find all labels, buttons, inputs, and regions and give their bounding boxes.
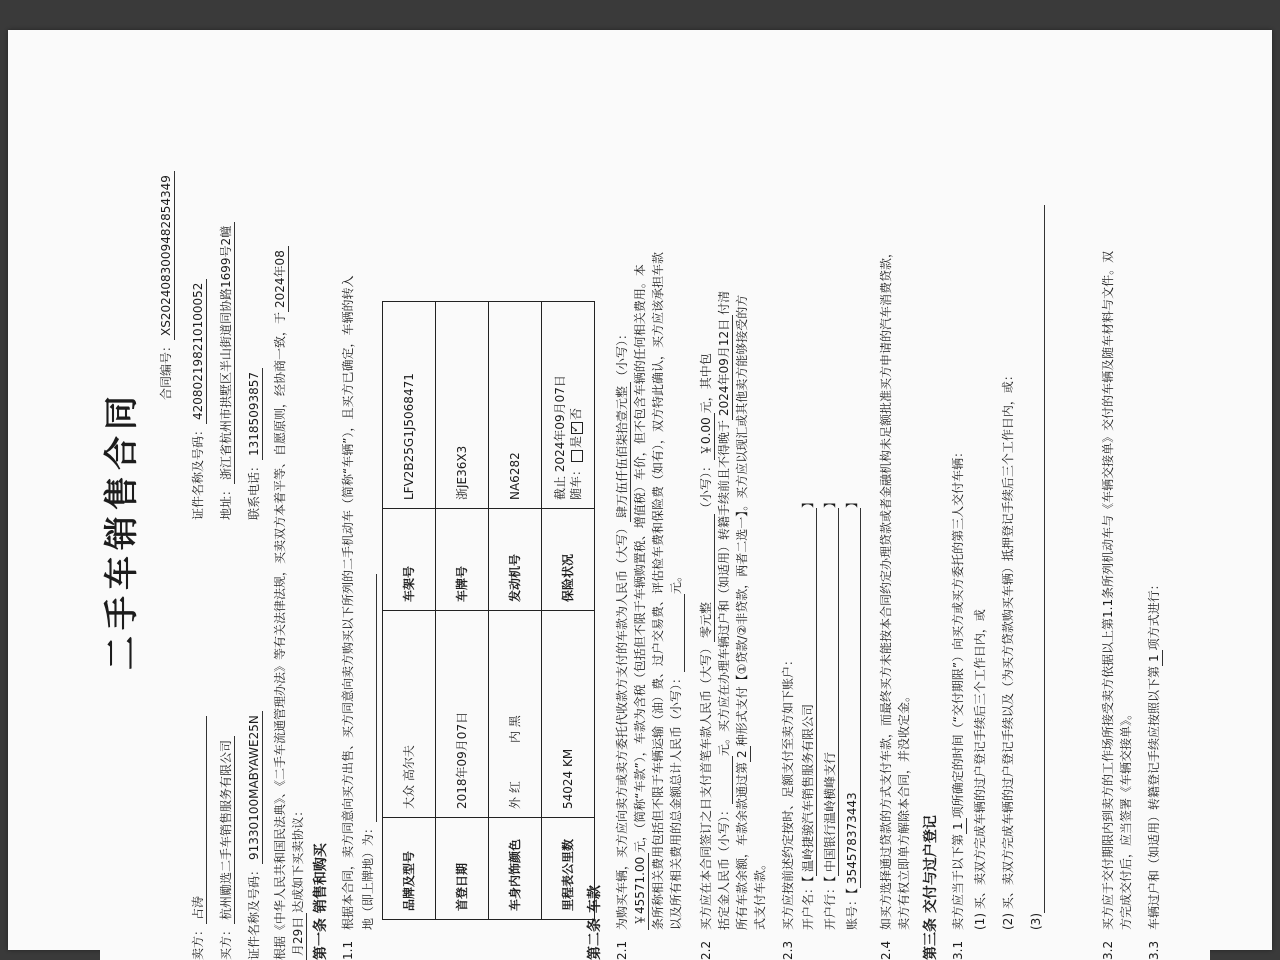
buyer-id-value: 91330100MABYAWE25N [246,711,263,864]
engine-header: 发动机号 [489,509,542,611]
engine-value: NA6282 [489,302,542,509]
reg-date-header: 首登日期 [436,818,489,920]
checkbox-yes[interactable] [571,450,583,462]
vehicle-table [382,301,595,920]
phone-value: 13185093857 [246,368,263,460]
plate-header: 车牌号 [436,509,489,611]
buyer-label: 买方： [219,923,233,960]
address-label: 地址： [219,483,233,520]
contract-title: 二手车销售合同 [102,390,142,670]
bank-name-row: 开户名：【温岭捷骏汽车销售服务有限公司】 [800,496,817,930]
clause-2-2-line-a: 买方应在本合同签订之日支付首笔车款人民币（大写）零元整（小写）：￥0.00元，其中包 [698,353,715,930]
phone-label: 联系电话： [247,459,261,520]
color-value: 外 红 内 黑 [489,611,542,818]
address-row [218,222,235,520]
basis-date-b: 月29日 [290,913,307,960]
basis-date-a: 2024年08 [272,246,289,312]
phone-row [246,368,263,520]
address-value: 浙江省杭州市拱墅区半山街道同协路1699号2幢 [218,222,235,484]
table-row [489,302,542,920]
insurance-header: 保险状况 [542,509,595,611]
amount-in-words: 肆万伍仟伍佰柒拾壹元整 [614,382,631,522]
basis-text-a: 根据《中华人民共和国民法典》、《二手车流通管理办法》等有关法律法规，买卖双方本着平等、自愿原则，经协商一致，于 [273,311,287,960]
clause-3-1-line-a: 卖方应当于以下第1项所确定的时间（“交付期限”）向买方或买方委托的第三人交付车辆： [950,446,967,930]
article-3-heading: 第三条 交付与过户登记 [923,815,939,960]
clause-2-1-num: 2.1 [615,940,629,960]
clause-3-1-option-2: (2) 买、卖双方完成车辆的过户登记手续以及（为买方贷款购买车辆）抵押登记手续后三个工作日内，或： [1001,369,1015,930]
basis-line-2 [290,805,307,960]
mileage-value: 54024 KM [542,611,595,818]
buyer-id-row [246,711,263,960]
clause-2-4-num: 2.4 [879,940,893,960]
buyer-id-label: 证件名称及号码： [247,863,261,960]
seller-id-label: 证件名称及号码： [191,423,205,520]
amount-figure: ￥45571.00 [632,853,649,930]
basis-line-1 [272,246,289,960]
clause-2-2-line-c: 所有车款余额，车款余款通过第2种形式支付【①贷款/②非贷款，两者二选一】。买方应以现汇或其他卖方能够接受的方 [734,295,751,930]
table-row [383,302,436,920]
table-row [542,302,595,920]
clause-2-3-line-a: 买方应按前述约定按时、足额支付至卖方如下账户： [781,653,795,930]
clause-1-1-line-b [360,574,377,930]
clause-3-1-option-3: (3) [1028,205,1045,930]
insurance-value [542,302,595,509]
clause-3-3-line-a: 车辆过户和（如适用）转籍登记手续应按照以下第1项方式进行： [1146,578,1163,930]
article-2-heading: 第二条 车款 [587,885,603,960]
bank-branch: 中国银行温岭横峰支行 [822,508,839,876]
brand-header: 品牌及型号 [383,818,436,920]
clause-2-1-line-c: 条所称相关费用包括但不限于车辆运输（油）费、过户交易费、评估检车费和保险费（如有），双方特此确认，买方应该承担车款 [651,251,665,930]
buyer-row [218,736,235,960]
vin-header: 车架号 [383,509,436,611]
contract-number-row [158,171,175,400]
bank-account-name: 温岭捷骏汽车销售服务有限公司 [800,508,817,876]
seller-row [190,716,207,960]
clause-1-1-line-a: 根据本合同，卖方同意向买方出售、买方同意向卖方购买以下所列的二手机动车（简称“车辆”），且买方已确定，车辆的转入 [341,275,355,930]
clause-2-2-line-d: 式支付车款。 [753,857,767,930]
seller-label: 卖方： [191,923,205,960]
contract-document [100,100,1210,960]
clause-3-3-num: 3.3 [1147,940,1161,960]
seller-name: 占涛 [190,716,207,924]
seller-id-row [190,279,207,520]
bank-branch-row: 开户行：【中国银行温岭横峰支行】 [822,496,839,930]
article-1-heading: 第一条 销售和购买 [313,843,329,960]
clause-1-1-text-b: 地（即上牌地）为： [361,821,375,930]
bank-account-number: 354578373443 [844,508,861,888]
clause-3-1-num: 3.1 [951,940,965,960]
clause-2-4-line-a: 如买方选择通过贷款的方式支付车款，而最终买方未能按本合同约定办理贷款或者金融机构未足额批准买方申请的汽车消费贷款， [879,245,893,930]
seller-id-value: 420802198210100052 [190,279,207,424]
basis-text-b: 达成如下买卖协议： [291,804,305,913]
table-row [436,302,489,920]
mileage-header: 里程表公里数 [542,818,595,920]
contract-number-label: 合同编号： [159,339,173,400]
brand-value: 大众 高尔夫 [383,611,436,818]
plate-value: 浙JE36X3 [436,302,489,509]
clause-2-2-num: 2.2 [699,940,713,960]
clause-3-2-line-a: 买方应于交付期限内到卖方的工作场所接受卖方依据以上第1.1条所列机动车与《车辆交接单》交付的车辆及随车材料与文件。双 [1101,250,1115,930]
insurance-expiry: 截止 2024年09月07日 [552,375,567,500]
clause-2-3-num: 2.3 [781,940,795,960]
clause-2-2-line-b: 括定金人民币（小写）： 元。买方应在办理车辆过户和（如适用）转籍手续前且不得晚于2024年09月12日付清 [716,291,733,930]
vin-value: LFV2B25G1J5068471 [383,302,436,509]
contract-number: XS202408300948285434​9 [158,171,175,340]
bank-account-row: 账号：【354578373443】 [844,496,861,930]
clause-3-2-num: 3.2 [1101,940,1115,960]
clause-2-4-line-b: 卖方有权立即单方解除本合同，并没收定金。 [897,689,911,930]
clause-3-2-line-b: 方完成交付后，应当签署《车辆交接单》。 [1119,707,1133,930]
clause-1-1-num: 1.1 [341,940,355,960]
clause-2-1-line-a: 为购买车辆，买方应向卖方或卖方委托代收款方支付的车款为人民币（大写）肆万伍仟伍佰柒拾壹元整（小写）： [614,328,631,930]
insurance-with-car: 随车：是✓否 [568,310,584,500]
color-header: 车身内饰颜色 [489,818,542,920]
clause-2-1-line-b: ￥45571.00元，（简称“车款”），车款为含税（包括但不限于车辆购置税、增值税）车价，但不包含车辆的任何相关费用。本 [632,264,649,930]
buyer-name: 杭州勵选二手车销售服务有限公司 [218,736,235,924]
clause-3-1-option-1: (1) 买、卖双方完成车辆的过户登记手续后三个工作日内，或 [973,609,987,930]
clause-2-1-line-d: 以及所有相关费用的总金额总计人民币（小写）： 元。 [668,570,685,930]
checkbox-no[interactable] [571,422,583,434]
reg-date-value: 2018年09月07日 [436,611,489,818]
